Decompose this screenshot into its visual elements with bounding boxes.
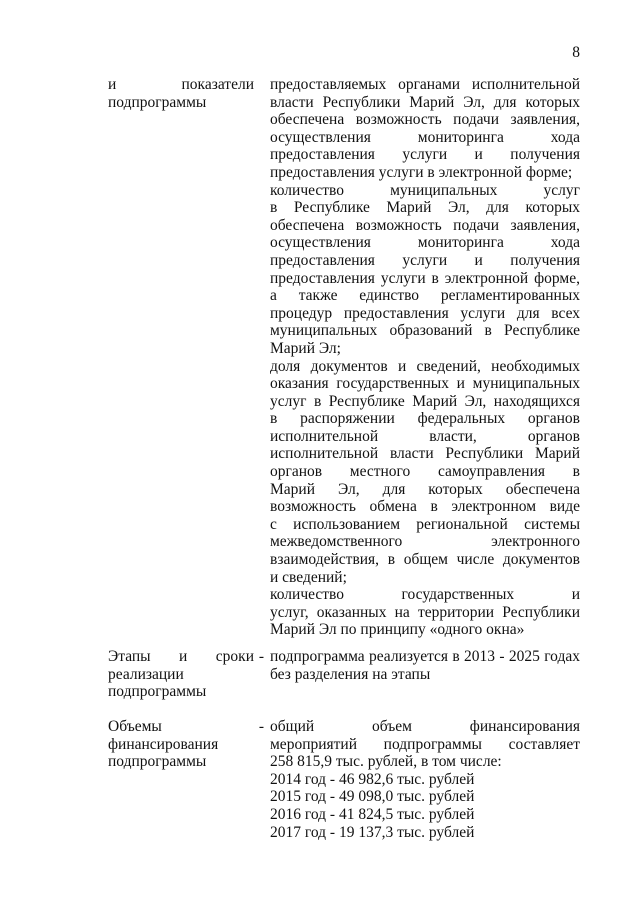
label-line: подпрограммы [108, 93, 207, 111]
content-line: 2016 год - 41 824,5 тыс. рублей [270, 805, 475, 823]
content-line: количество муниципальных услуг [270, 181, 580, 199]
content-line: в распоряжении федеральных органов [270, 410, 580, 428]
section-label [108, 648, 254, 701]
content-line: с использованием региональной системы [270, 515, 580, 533]
content-line: мероприятий подпрограммы составляет [270, 735, 580, 753]
content-line: предоставления услуги и получения [270, 146, 580, 164]
label-line: финансирования [108, 735, 219, 753]
content-line: Марий Эл по принципу «одного окна» [270, 621, 525, 639]
content-line: осуществления мониторинга хода [270, 128, 580, 146]
section-label [108, 76, 254, 111]
content-line: обеспечена возможность подачи заявления, [270, 111, 580, 129]
content-line: исполнительной власти, органов [270, 427, 580, 445]
content-line: предоставления услуги и получения [270, 251, 580, 269]
label-line: Этапы и сроки [108, 648, 254, 665]
content-line: услуг в Республике Марий Эл, находящихся [270, 392, 580, 410]
section-content [270, 76, 580, 639]
content-line: услуг, оказанных на территории Республики [270, 603, 580, 621]
section-content [270, 718, 580, 841]
content-line: 258 815,9 тыс. рублей, в том числе: [270, 753, 502, 771]
content-line: общий объем финансирования [270, 718, 580, 735]
section-content [270, 648, 580, 683]
label-line: подпрограммы [108, 753, 207, 771]
content-line: обеспечена возможность подачи заявления, [270, 216, 580, 234]
content-line: 2017 год - 19 137,3 тыс. рублей [270, 823, 475, 841]
content-line: 2014 год - 46 982,6 тыс. рублей [270, 770, 475, 788]
page-number: 8 [572, 44, 580, 61]
content-line: муниципальных образований в Республике [270, 322, 580, 340]
content-line: осуществления мониторинга хода [270, 234, 580, 252]
content-line: предоставления услуги в электронной форме, [270, 269, 580, 287]
label-line: реализации [108, 665, 184, 683]
content-line: Марий Эл; [270, 339, 341, 357]
content-line: 2015 год - 49 098,0 тыс. рублей [270, 788, 475, 806]
content-line: межведомственного электронного [270, 533, 580, 551]
section-label [108, 718, 254, 771]
content-line: в Республике Марий Эл, для которых [270, 199, 580, 217]
content-line: а также единство регламентированных [270, 287, 580, 305]
label-line: подпрограммы [108, 683, 207, 701]
content-line: оказания государственных и муниципальных [270, 375, 580, 393]
label-line: и показатели [108, 76, 254, 93]
content-line: количество государственных и [270, 586, 580, 604]
section-dash: - [258, 718, 264, 735]
label-line: Объемы [108, 718, 162, 735]
content-line: исполнительной власти Республики Марий [270, 445, 580, 463]
content-line: доля документов и сведений, необходимых [270, 357, 580, 375]
content-line: возможность обмена в электронном виде [270, 498, 580, 516]
content-line: предоставляемых органами исполнительной [270, 76, 580, 93]
section-dash: - [258, 648, 264, 665]
content-line: подпрограмма реализуется в 2013 - 2025 годах [270, 648, 580, 665]
content-line: взаимодействия, в общем числе документов [270, 551, 580, 569]
content-line: власти Республики Марий Эл, для которых [270, 93, 580, 111]
content-line: Марий Эл, для которых обеспечена [270, 480, 580, 498]
content-line: предоставления услуги в электронной форме; [270, 163, 573, 181]
content-line: органов местного самоуправления в [270, 463, 580, 481]
content-line: без разделения на этапы [270, 665, 431, 683]
content-line: и сведений; [270, 568, 347, 586]
content-line: процедур предоставления услуги для всех [270, 304, 580, 322]
